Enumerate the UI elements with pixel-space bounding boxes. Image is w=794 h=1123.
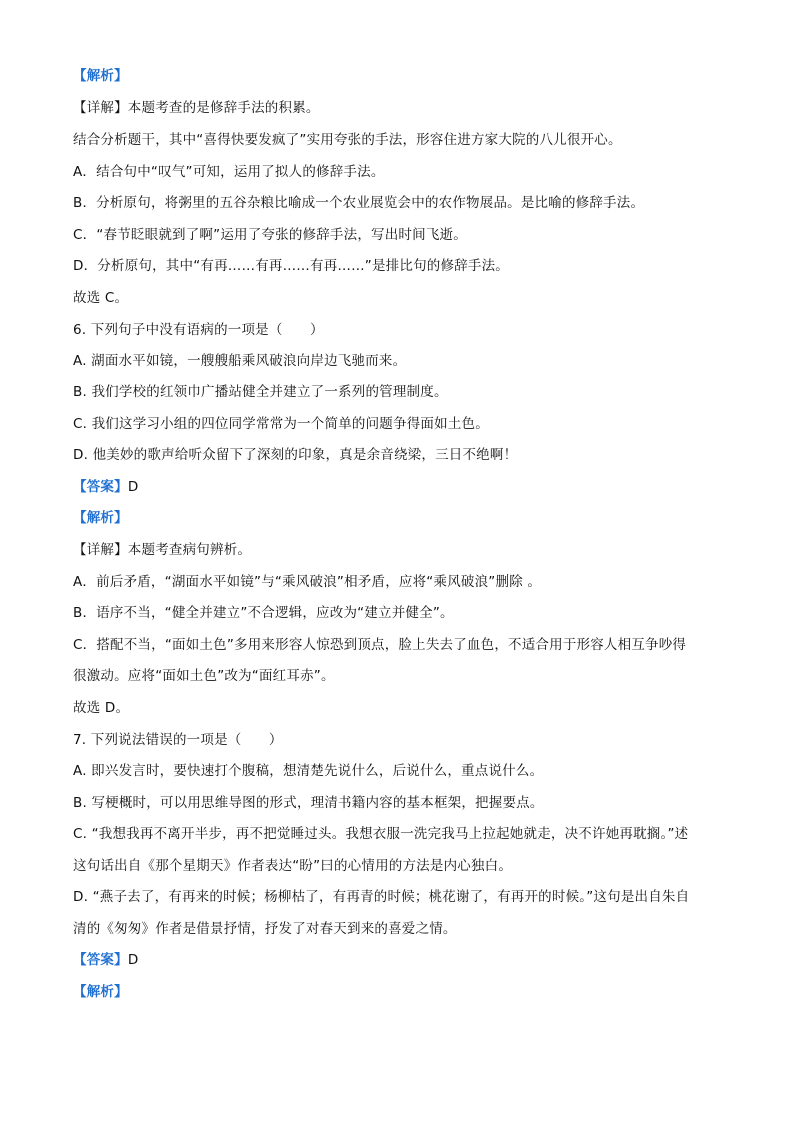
text-line: B．分析原句，将粥里的五谷杂粮比喻成一个农业展览会中的农作物展品。是比喻的修辞手法。 <box>73 195 645 211</box>
section-tag: 【解析】 <box>73 68 128 84</box>
text-line: 6. 下列句子中没有语病的一项是（ ） <box>73 322 324 338</box>
text-line: 很激动。应将“面如土色”改为“面红耳赤”。 <box>73 668 335 684</box>
section-tag: 【解析】 <box>73 510 128 526</box>
section-tag: 【答案】 <box>73 479 128 495</box>
section-label <box>73 982 128 1002</box>
text-line: D. “燕子去了，有再来的时候；杨柳枯了，有再青的时候；桃花谢了，有再开的时候。”这句是出自朱自 <box>73 889 690 905</box>
text-line: D. 他美妙的歌声给听众留下了深刻的印象，真是余音绕梁，三日不绝啊！ <box>73 447 518 463</box>
text-line: 这句话出自《那个星期天》作者表达“盼”曰的心情用的方法是内心独白。 <box>73 858 513 874</box>
text-line: 【详解】本题考查病句辨析。 <box>73 542 252 558</box>
text-line: 【详解】本题考查的是修辞手法的积累。 <box>73 100 320 116</box>
text-line: 清的《匆匆》作者是借景抒情，抒发了对春天到来的喜爱之情。 <box>73 921 457 937</box>
text-line: B．语序不当，“健全并建立”不合逻辑，应改为“建立并健全”。 <box>73 605 454 621</box>
section-label <box>73 508 128 528</box>
text-line: C. 我们这学习小组的四位同学常常为一个简单的问题争得面如土色。 <box>73 416 489 432</box>
section-label: 【答案】D <box>73 479 139 495</box>
text-line: D．分析原句，其中“有再……有再……有再……”是排比句的修辞手法。 <box>73 258 509 274</box>
text-line: A. 即兴发言时，要快速打个腹稿，想清楚先说什么，后说什么，重点说什么。 <box>73 763 544 779</box>
text-line: 故选 C。 <box>73 290 129 306</box>
text-line: B. 写梗概时，可以用思维导图的形式，理清书籍内容的基本框架，把握要点。 <box>73 795 544 811</box>
section-label <box>73 66 128 86</box>
text-line: A. 湖面水平如镜，一艘艘船乘风破浪向岸边飞驰而来。 <box>73 353 407 369</box>
section-tag: 【解析】 <box>73 984 128 1000</box>
text-line: 故选 D。 <box>73 700 130 716</box>
text-line: C．搭配不当，“面如土色”多用来形容人惊恐到顶点，脸上失去了血色，不适合用于形容人相互争吵得 <box>73 637 687 653</box>
text-line: C．“春节眨眼就到了啊”运用了夸张的修辞手法，写出时间飞逝。 <box>73 227 467 243</box>
section-tag: 【答案】 <box>73 952 128 968</box>
text-line: A．结合句中“叹气”可知，运用了拟人的修辞手法。 <box>73 164 385 180</box>
text-line: B. 我们学校的红领巾广播站健全并建立了一系列的管理制度。 <box>73 384 448 400</box>
text-line: C. “我想我再不离开半步，再不把觉睡过头。我想衣服一洗完我马上拉起她就走，决不许她再耽搁。”述 <box>73 826 689 842</box>
section-label: 【答案】D <box>73 952 139 968</box>
text-line: 7. 下列说法错误的一项是（ ） <box>73 732 283 748</box>
text-line: 结合分析题干，其中“喜得快要发疯了”实用夸张的手法，形容住进方家大院的八儿很开心。 <box>73 132 622 148</box>
text-line: A．前后矛盾，“湖面水平如镜”与“乘风破浪”相矛盾，应将“乘风破浪”删除 。 <box>73 574 542 590</box>
